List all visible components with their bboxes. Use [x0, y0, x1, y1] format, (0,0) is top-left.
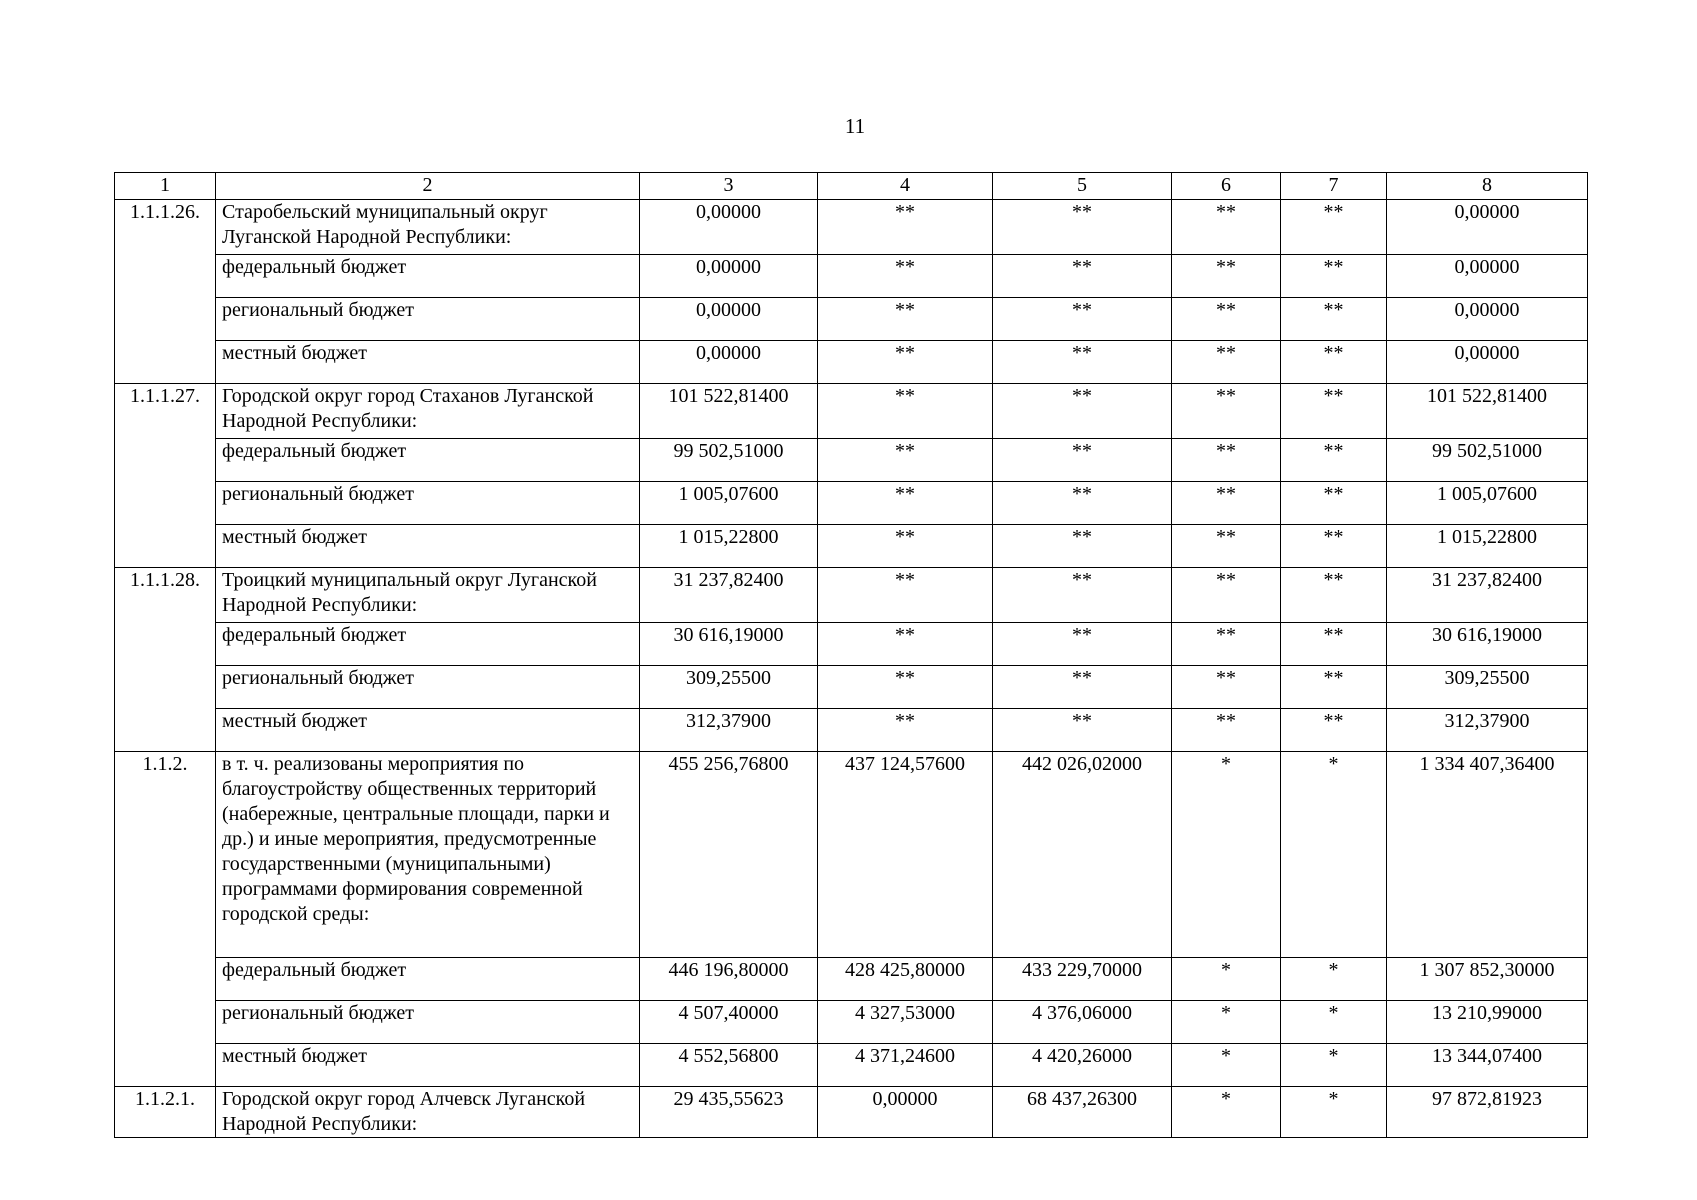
row-name: федеральный бюджет: [216, 255, 640, 298]
cell-value: 4 552,56800: [640, 1044, 818, 1087]
cell-value: 13 344,07400: [1387, 1044, 1588, 1087]
cell-value: **: [1172, 568, 1281, 623]
cell-value: *: [1281, 752, 1387, 958]
cell-value: *: [1281, 1087, 1387, 1138]
cell-value: 101 522,81400: [640, 384, 818, 439]
cell-value: **: [993, 623, 1172, 666]
cell-value: 1 005,07600: [640, 482, 818, 525]
column-header: 8: [1387, 173, 1588, 200]
cell-value: 312,37900: [640, 709, 818, 752]
page-number: 11: [844, 114, 866, 138]
row-name: местный бюджет: [216, 709, 640, 752]
cell-value: 309,25500: [1387, 666, 1588, 709]
row-name: региональный бюджет: [216, 666, 640, 709]
cell-value: 442 026,02000: [993, 752, 1172, 958]
cell-value: **: [818, 200, 993, 255]
row-name: региональный бюджет: [216, 298, 640, 341]
cell-value: 1 005,07600: [1387, 482, 1588, 525]
cell-value: **: [993, 384, 1172, 439]
cell-value: 31 237,82400: [1387, 568, 1588, 623]
table-row: [115, 568, 1588, 623]
cell-value: 4 371,24600: [818, 1044, 993, 1087]
table-row: [115, 1001, 1588, 1044]
row-code: 1.1.1.26.: [115, 200, 216, 384]
cell-value: **: [1281, 666, 1387, 709]
column-header: 7: [1281, 173, 1387, 200]
cell-value: *: [1172, 958, 1281, 1001]
row-name: федеральный бюджет: [216, 623, 640, 666]
cell-value: 0,00000: [640, 341, 818, 384]
cell-value: **: [993, 482, 1172, 525]
cell-value: **: [1281, 482, 1387, 525]
cell-value: 0,00000: [640, 200, 818, 255]
cell-value: 433 229,70000: [993, 958, 1172, 1001]
row-name: Старобельский муниципальный округ Луганской Народной Республики:: [216, 200, 640, 255]
cell-value: **: [993, 298, 1172, 341]
cell-value: 0,00000: [1387, 298, 1588, 341]
cell-value: **: [1281, 525, 1387, 568]
cell-value: **: [1172, 298, 1281, 341]
cell-value: 0,00000: [1387, 255, 1588, 298]
cell-value: **: [1172, 341, 1281, 384]
cell-value: 0,00000: [640, 255, 818, 298]
cell-value: **: [1281, 439, 1387, 482]
cell-value: **: [1172, 200, 1281, 255]
cell-value: 31 237,82400: [640, 568, 818, 623]
cell-value: **: [818, 666, 993, 709]
row-name: местный бюджет: [216, 525, 640, 568]
row-name: федеральный бюджет: [216, 439, 640, 482]
table-row: [115, 255, 1588, 298]
cell-value: 437 124,57600: [818, 752, 993, 958]
cell-value: 428 425,80000: [818, 958, 993, 1001]
cell-value: 0,00000: [1387, 200, 1588, 255]
cell-value: **: [818, 709, 993, 752]
cell-value: 4 420,26000: [993, 1044, 1172, 1087]
cell-value: **: [818, 623, 993, 666]
cell-value: 455 256,76800: [640, 752, 818, 958]
table-row: [115, 709, 1588, 752]
cell-value: **: [818, 568, 993, 623]
cell-value: 1 307 852,30000: [1387, 958, 1588, 1001]
column-header: 5: [993, 173, 1172, 200]
cell-value: *: [1281, 1001, 1387, 1044]
cell-value: **: [993, 568, 1172, 623]
cell-value: **: [1281, 568, 1387, 623]
table-row: [115, 298, 1588, 341]
cell-value: **: [818, 439, 993, 482]
table-row: [115, 439, 1588, 482]
row-name: в т. ч. реализованы мероприятия по благоустройству общественных территорий (набережные, центральные площади, парки и др.) и иные мероприятия, предусмотренные государственными (муниципальными) программами формирования современной городской среды:: [216, 752, 640, 958]
cell-value: **: [1281, 200, 1387, 255]
cell-value: *: [1281, 958, 1387, 1001]
cell-value: **: [1281, 298, 1387, 341]
column-header: 1: [115, 173, 216, 200]
cell-value: **: [1281, 623, 1387, 666]
cell-value: **: [993, 666, 1172, 709]
row-code: 1.1.2.: [115, 752, 216, 1087]
table-row: [115, 482, 1588, 525]
cell-value: *: [1172, 752, 1281, 958]
cell-value: 99 502,51000: [640, 439, 818, 482]
column-header: 6: [1172, 173, 1281, 200]
cell-value: 101 522,81400: [1387, 384, 1588, 439]
table-row: [115, 752, 1588, 958]
row-code: 1.1.1.28.: [115, 568, 216, 752]
cell-value: *: [1281, 1044, 1387, 1087]
cell-value: 68 437,26300: [993, 1087, 1172, 1138]
row-name: Городской округ город Стаханов Луганской Народной Республики:: [216, 384, 640, 439]
cell-value: 4 327,53000: [818, 1001, 993, 1044]
table-row: [115, 666, 1588, 709]
cell-value: **: [993, 255, 1172, 298]
cell-value: **: [1281, 341, 1387, 384]
row-name: региональный бюджет: [216, 1001, 640, 1044]
row-name: региональный бюджет: [216, 482, 640, 525]
cell-value: **: [818, 341, 993, 384]
column-header: 3: [640, 173, 818, 200]
table-row: [115, 1087, 1588, 1138]
row-name: местный бюджет: [216, 1044, 640, 1087]
cell-value: 4 507,40000: [640, 1001, 818, 1044]
cell-value: **: [1281, 255, 1387, 298]
cell-value: **: [993, 200, 1172, 255]
cell-value: 13 210,99000: [1387, 1001, 1588, 1044]
cell-value: **: [1281, 384, 1387, 439]
cell-value: **: [1281, 709, 1387, 752]
cell-value: 309,25500: [640, 666, 818, 709]
cell-value: 29 435,55623: [640, 1087, 818, 1138]
table-row: [115, 958, 1588, 1001]
budget-table: [114, 172, 1588, 1138]
row-name: федеральный бюджет: [216, 958, 640, 1001]
cell-value: **: [818, 525, 993, 568]
cell-value: **: [818, 255, 993, 298]
table-row: [115, 1044, 1588, 1087]
cell-value: 1 334 407,36400: [1387, 752, 1588, 958]
cell-value: **: [1172, 439, 1281, 482]
cell-value: **: [818, 482, 993, 525]
row-name: Городской округ город Алчевск Луганской Народной Республики:: [216, 1087, 640, 1138]
cell-value: **: [1172, 623, 1281, 666]
cell-value: **: [818, 298, 993, 341]
cell-value: **: [1172, 666, 1281, 709]
cell-value: 446 196,80000: [640, 958, 818, 1001]
header-row: [115, 173, 1588, 200]
table-row: [115, 200, 1588, 255]
cell-value: **: [993, 709, 1172, 752]
row-code: 1.1.2.1.: [115, 1087, 216, 1138]
table-row: [115, 384, 1588, 439]
cell-value: 0,00000: [818, 1087, 993, 1138]
cell-value: **: [1172, 709, 1281, 752]
cell-value: 97 872,81923: [1387, 1087, 1588, 1138]
cell-value: 1 015,22800: [640, 525, 818, 568]
cell-value: **: [993, 439, 1172, 482]
cell-value: 0,00000: [1387, 341, 1588, 384]
cell-value: **: [1172, 255, 1281, 298]
cell-value: **: [818, 384, 993, 439]
column-header: 2: [216, 173, 640, 200]
cell-value: *: [1172, 1001, 1281, 1044]
cell-value: 1 015,22800: [1387, 525, 1588, 568]
cell-value: 99 502,51000: [1387, 439, 1588, 482]
cell-value: **: [1172, 384, 1281, 439]
cell-value: **: [1172, 525, 1281, 568]
cell-value: 30 616,19000: [640, 623, 818, 666]
table-row: [115, 525, 1588, 568]
cell-value: **: [993, 341, 1172, 384]
row-name: местный бюджет: [216, 341, 640, 384]
cell-value: *: [1172, 1044, 1281, 1087]
cell-value: **: [1172, 482, 1281, 525]
cell-value: *: [1172, 1087, 1281, 1138]
cell-value: 4 376,06000: [993, 1001, 1172, 1044]
cell-value: 312,37900: [1387, 709, 1588, 752]
table-row: [115, 341, 1588, 384]
column-header: 4: [818, 173, 993, 200]
cell-value: 30 616,19000: [1387, 623, 1588, 666]
cell-value: 0,00000: [640, 298, 818, 341]
row-name: Троицкий муниципальный округ Луганской Народной Республики:: [216, 568, 640, 623]
row-code: 1.1.1.27.: [115, 384, 216, 568]
table-row: [115, 623, 1588, 666]
cell-value: **: [993, 525, 1172, 568]
